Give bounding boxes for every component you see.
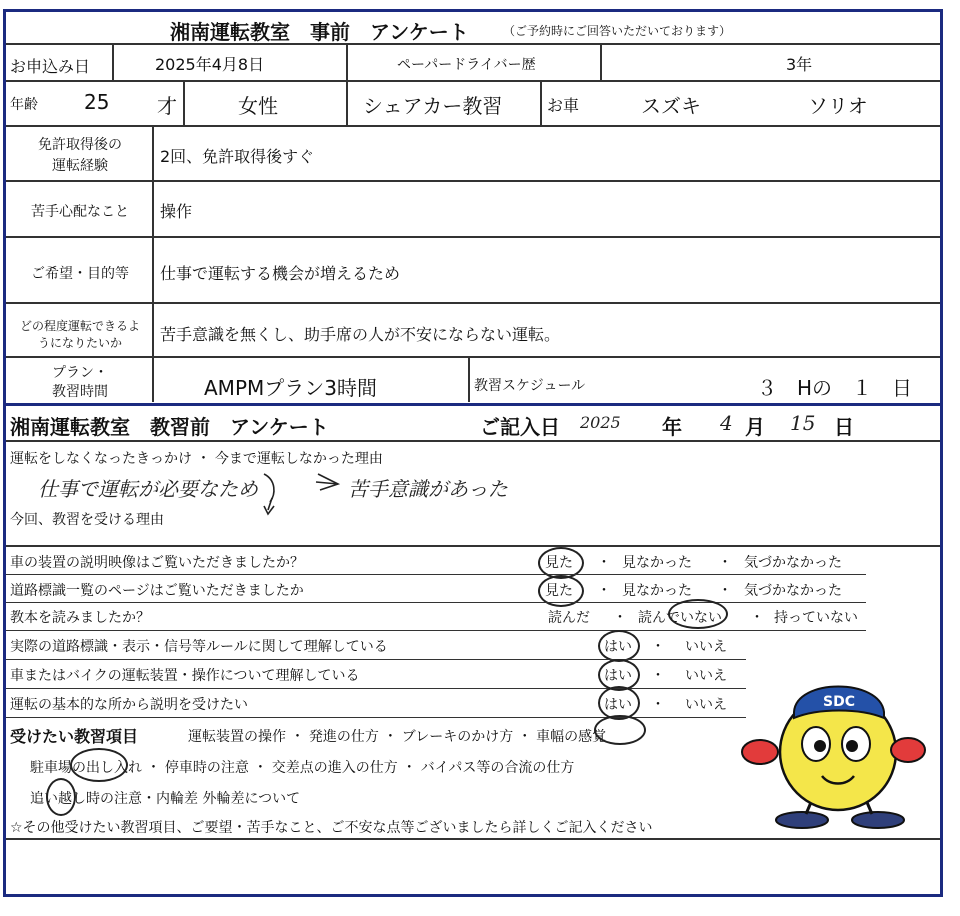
q1-option-saw[interactable]: 見た xyxy=(545,555,573,571)
paper-driver-label: ペーパードライバー歴 xyxy=(397,57,536,73)
divider xyxy=(152,126,154,402)
age-label: 年齢 xyxy=(10,97,38,113)
answer-circle xyxy=(46,778,76,816)
divider xyxy=(6,659,746,660)
q2-separator: ・ xyxy=(718,583,732,599)
question-2: 道路標識一覧のページはご覧いただきましたか xyxy=(10,583,304,599)
apply-date-value: 2025年4月8日 xyxy=(155,55,265,74)
divider xyxy=(6,356,940,358)
divider xyxy=(6,43,940,45)
entry-date-month-unit: 月 xyxy=(745,415,765,439)
mascot-shoe-right xyxy=(852,812,904,828)
entry-date-label: ご記入日 xyxy=(480,415,560,439)
age-value: 25 xyxy=(84,90,110,114)
plan-label-2: 教習時間 xyxy=(52,384,108,400)
divider xyxy=(6,125,940,127)
course-value: シェアカー教習 xyxy=(363,94,503,118)
q3-separator: ・ xyxy=(750,610,764,626)
entry-date-day-unit: 日 xyxy=(834,415,854,439)
answer-circle xyxy=(668,599,728,629)
question-4: 実際の道路標識・表示・信号等ルールに関して理解している xyxy=(10,639,388,655)
q5-option-yes[interactable]: はい xyxy=(604,668,632,684)
car-label: お車 xyxy=(547,96,580,115)
section-divider xyxy=(3,403,943,406)
plan-value: AMPMプラン3時間 xyxy=(204,376,377,400)
divider xyxy=(112,44,114,80)
entry-date-month: 4 xyxy=(720,411,733,435)
q4-option-no[interactable]: いいえ xyxy=(685,639,727,655)
gender-value: 女性 xyxy=(238,94,278,118)
purpose-label: ご希望・目的等 xyxy=(31,266,129,282)
experience-value: 2回、免許取得後すぐ xyxy=(160,147,315,166)
handwritten-arrows xyxy=(262,470,352,526)
divider xyxy=(468,357,470,402)
entry-date-year: 2025 xyxy=(580,413,621,432)
divider xyxy=(6,180,940,182)
q5-separator: ・ xyxy=(651,668,665,684)
q1-option-not-saw[interactable]: 見なかった xyxy=(622,555,692,571)
lesson-items-line-2: 駐車場の出し入れ ・ 停車時の注意 ・ 交差点の進入の仕方 ・ バイパス等の合流の仕方 xyxy=(30,760,575,776)
divider xyxy=(6,545,940,547)
q2-option-not-notice[interactable]: 気づかなかった xyxy=(744,583,842,599)
divider xyxy=(6,688,746,689)
mascot-glove-right xyxy=(891,738,925,762)
paper-driver-value: 3年 xyxy=(786,55,813,74)
question-3: 教本を読みましたか？ xyxy=(10,610,150,626)
q6-separator: ・ xyxy=(651,697,665,713)
q6-option-no[interactable]: いいえ xyxy=(685,697,727,713)
plan-label-1: プラン・ xyxy=(52,365,108,381)
q3-separator: ・ xyxy=(613,610,627,626)
divider xyxy=(6,630,866,631)
goal-label-2: うになりたいか xyxy=(37,336,122,350)
reason-now-label: 今回、教習を受ける理由 xyxy=(10,512,164,528)
divider xyxy=(346,44,348,80)
answer-circle xyxy=(594,715,646,745)
reason-stop-handwriting-2: 苦手意識があった xyxy=(348,477,508,501)
goal-label-1: どの程度運転できるよ xyxy=(19,319,140,333)
divider xyxy=(183,81,185,125)
divider xyxy=(6,302,940,304)
answer-circle xyxy=(598,630,640,662)
q3-option-not-have[interactable]: 持っていない xyxy=(774,610,858,626)
entry-date-day: 15 xyxy=(790,411,816,435)
mascot-pupil-right xyxy=(846,740,858,752)
other-requests-field[interactable] xyxy=(14,845,930,891)
divider xyxy=(6,838,940,840)
q6-option-yes[interactable]: はい xyxy=(604,697,632,713)
mascot-pupil-left xyxy=(814,740,826,752)
reason-stop-handwriting-1: 仕事で運転が必要なため xyxy=(38,477,258,501)
car-model: ソリオ xyxy=(808,94,868,118)
divider xyxy=(600,44,602,80)
answer-circle xyxy=(70,748,128,782)
divider xyxy=(540,81,542,125)
survey1-title: 湘南運転教室 事前 アンケート xyxy=(170,20,469,44)
divider xyxy=(6,236,940,238)
age-unit: 才 xyxy=(157,94,177,118)
q2-option-not-saw[interactable]: 見なかった xyxy=(622,583,692,599)
q2-option-saw[interactable]: 見た xyxy=(545,583,573,599)
lesson-items-line-3: 追い越し時の注意・内輪差 外輪差について xyxy=(30,791,301,807)
lesson-items-line-1: 運転装置の操作 ・ 発進の仕方 ・ ブレーキのかけ方 ・ 車幅の感覚 xyxy=(188,729,607,745)
worry-value: 操作 xyxy=(160,202,193,221)
goal-value: 苦手意識を無くし、助手席の人が不安にならない運転。 xyxy=(160,325,561,344)
survey1-subtitle: （ご予約時にご回答いただいております） xyxy=(503,24,732,38)
divider xyxy=(6,602,866,603)
q5-option-no[interactable]: いいえ xyxy=(685,668,727,684)
experience-label-2: 運転経験 xyxy=(52,158,108,174)
entry-date-year-unit: 年 xyxy=(662,415,682,439)
q3-option-not-read[interactable]: 読んでいない xyxy=(638,610,722,626)
question-1: 車の装置の説明映像はご覧いただきましたか？ xyxy=(10,555,304,571)
car-maker: スズキ xyxy=(641,94,701,118)
divider xyxy=(6,574,866,575)
divider xyxy=(346,81,348,125)
q1-option-not-notice[interactable]: 気づかなかった xyxy=(744,555,842,571)
divider xyxy=(6,440,940,442)
q3-option-read[interactable]: 読んだ xyxy=(548,610,590,626)
q2-separator: ・ xyxy=(597,583,611,599)
other-requests-label: ☆その他受けたい教習項目、ご要望・苦手なこと、ご不安な点等ございましたら詳しくご記入ください xyxy=(10,820,653,836)
question-5: 車またはバイクの運転装置・操作について理解している xyxy=(10,668,360,684)
reason-stop-label: 運転をしなくなったきっかけ ・ 今まで運転しなかった理由 xyxy=(10,451,383,467)
lesson-items-label: 受けたい教習項目 xyxy=(10,727,139,746)
sdc-mascot xyxy=(740,660,930,830)
divider xyxy=(6,80,940,82)
q1-separator: ・ xyxy=(718,555,732,571)
q4-separator: ・ xyxy=(651,639,665,655)
mascot-glove-left xyxy=(742,740,778,764)
schedule-value: ３ Hの １ 日 xyxy=(757,376,913,400)
mascot-cap-text: SDC xyxy=(823,694,855,710)
mascot-shoe-left xyxy=(776,812,828,828)
purpose-value: 仕事で運転する機会が増えるため xyxy=(160,264,401,283)
question-6: 運転の基本的な所から説明を受けたい xyxy=(10,697,248,713)
schedule-label: 教習スケジュール xyxy=(474,378,586,394)
q1-separator: ・ xyxy=(597,555,611,571)
worry-label: 苦手心配なこと xyxy=(31,204,129,220)
q4-option-yes[interactable]: はい xyxy=(604,639,632,655)
apply-date-label: お申込み日 xyxy=(10,57,91,76)
survey2-title: 湘南運転教室 教習前 アンケート xyxy=(10,415,329,439)
experience-label-1: 免許取得後の xyxy=(38,137,122,153)
